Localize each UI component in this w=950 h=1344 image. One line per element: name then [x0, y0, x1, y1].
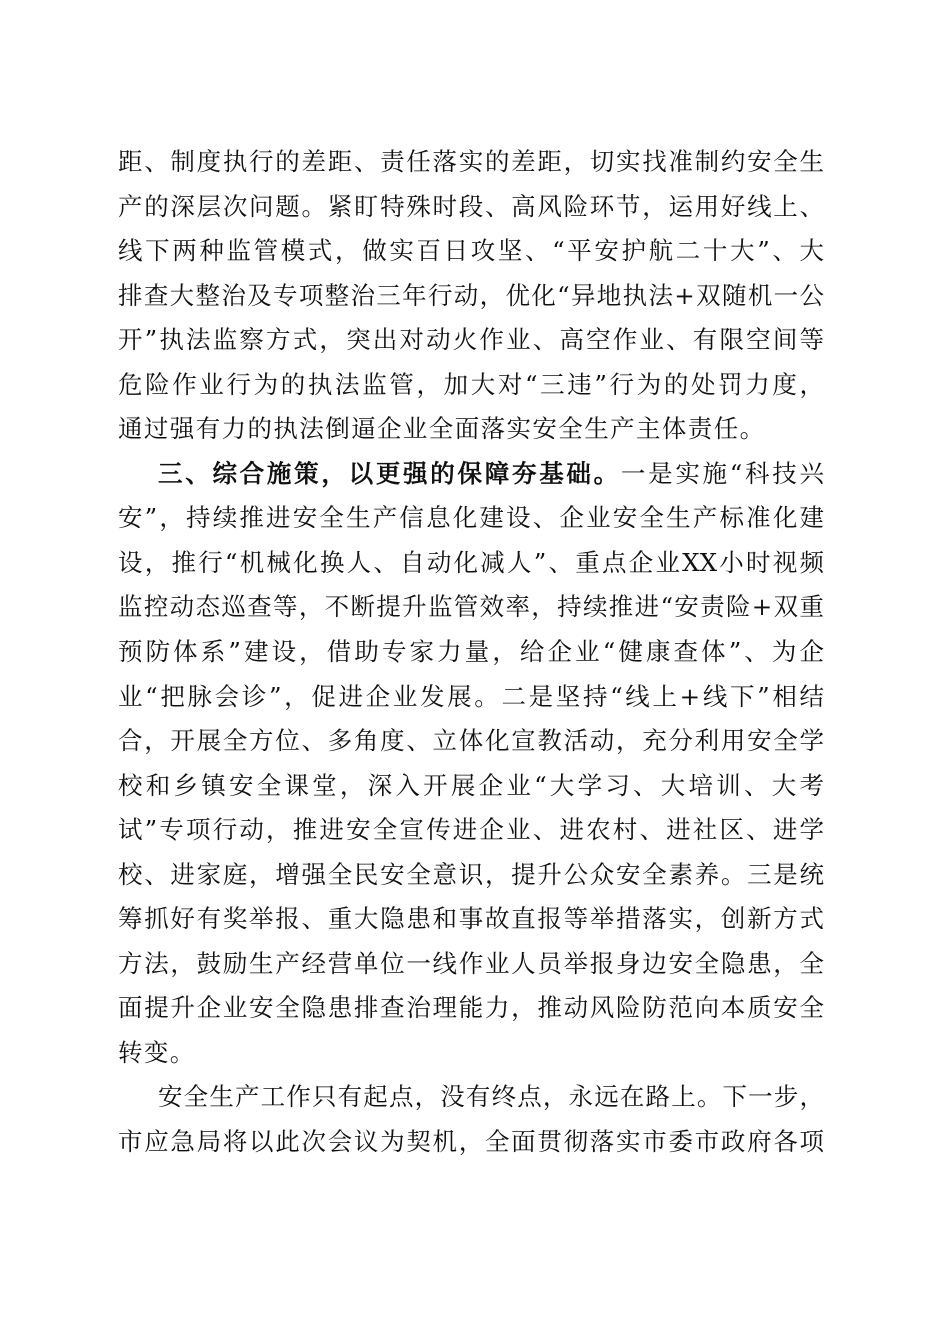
text-line: 危险作业行为的执法监管，加大对“三违”行为的处罚力度，: [118, 369, 824, 399]
text-line: 监控动态巡查等，不断提升监管效率，持续推进“安责险+双重: [118, 592, 824, 622]
paragraph-enforcement: [118, 140, 824, 452]
paragraph-section-3: [118, 452, 824, 1076]
text-line: 合，开展全方位、多角度、立体化宣教活动，充分利用安全学: [118, 726, 824, 756]
text-line: 业“把脉会诊”，促进企业发展。二是坚持“线上+线下”相结: [118, 681, 824, 711]
text-line: 校和乡镇安全课堂，深入开展企业“大学习、大培训、大考: [118, 770, 824, 800]
text-line: 线下两种监管模式，做实百日攻坚、“平安护航二十大”、大: [118, 236, 824, 266]
text-line: 预防体系”建设，借助专家力量，给企业“健康查体”、为企: [118, 637, 824, 667]
text-line: 安”，持续推进安全生产信息化建设、企业安全生产标准化建: [118, 503, 824, 533]
document-page: [118, 140, 824, 1165]
text-line: 转变。: [118, 1037, 196, 1067]
section-heading-line: [118, 452, 824, 497]
text-line: 开”执法监察方式，突出对动火作业、高空作业、有限空间等: [118, 325, 824, 355]
text-line: 通过强有力的执法倒逼企业全面落实安全生产主体责任。: [118, 414, 766, 444]
text-line: 距、制度执行的差距、责任落实的差距，切实找准制约安全生: [118, 147, 824, 176]
section-heading: 三、综合施策，以更强的保障夯基础。: [158, 458, 621, 488]
text-line: 面提升企业安全隐患排查治理能力，推动风险防范向本质安全: [118, 993, 824, 1023]
text-span: 一是实施“科技兴: [620, 458, 824, 488]
text-line: 排查大整治及专项整治三年行动，优化“异地执法+双随机一公: [118, 280, 824, 310]
text-line: 设，推行“机械化换人、自动化减人”、重点企业XX小时视频: [118, 547, 824, 577]
text-line: 产的深层次问题。紧盯特殊时段、高风险环节，运用好线上、: [118, 191, 824, 221]
paragraph-closing: [118, 1075, 824, 1164]
text-line: 筹抓好有奖举报、重大隐患和事故直报等举措落实，创新方式: [118, 904, 824, 934]
text-line: 方法，鼓励生产经营单位一线作业人员举报身边安全隐患，全: [118, 948, 824, 978]
text-line: 试”专项行动，推进安全宣传进企业、进农村、进社区、进学: [118, 815, 824, 845]
text-line: 校、进家庭，增强全民安全意识，提升公众安全素养。三是统: [118, 859, 824, 889]
text-line: 安全生产工作只有起点，没有终点，永远在路上。下一步，: [158, 1082, 824, 1112]
text-line: 市应急局将以此次会议为契机，全面贯彻落实市委市政府各项: [118, 1127, 824, 1157]
